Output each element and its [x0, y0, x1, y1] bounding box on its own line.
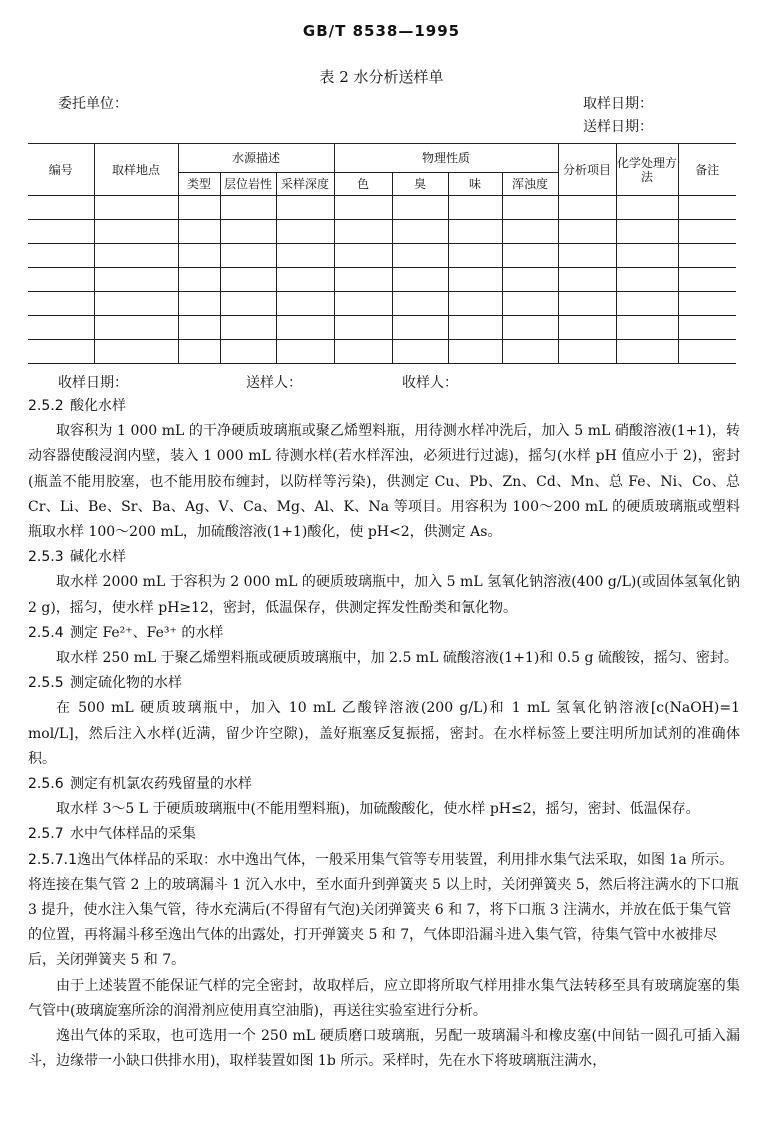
table-cell [334, 220, 392, 244]
section-number: 2.5.3 [28, 549, 64, 566]
table-row [28, 244, 736, 268]
header-analysis: 分析项目 [558, 144, 616, 196]
paragraph: 逸出气体的采取，也可选用一个 250 mL 硬质磨口玻璃瓶，另配一玻璃漏斗和橡皮塞(中间钻一圆孔可插入漏斗，边缘带一小缺口供排水用)，取样装置如图 1b 所示。采样时，先在水下将玻璃瓶注满水， [28, 1028, 740, 1070]
table-cell [220, 196, 276, 220]
table-cell [616, 316, 678, 340]
paragraph: 取容积为 1 000 mL 的干净硬质玻璃瓶或聚乙烯塑料瓶，用待测水样冲洗后，加入 5 mL 硝酸溶液(1+1)，转动容器使酸浸润内壁，装入 1 000 mL 待测水样(若水样浑浊，必须进行过滤)，摇匀(水样 pH 值应小于 2)，密封(瓶盖不能用胶塞，也不能用胶布缠封，以防样等污染)，供测定 Cu、Pb、Zn、Cd、Mn、总 Fe、Ni、Co、总 Cr、Li、Be、Sr、Ba、Ag、V、Ca、Mg、Al、K、Na 等项目。用容积为 100～200 mL 的硬质玻璃瓶或塑料瓶取水样 100～200 mL，加硫酸溶液(1+1)酸化，使 pH<2，供测定 As。 [28, 423, 740, 541]
table-cell [334, 244, 392, 268]
table-cell [220, 340, 276, 364]
section-title: 逸出气体样品的采取：水中逸出气体，一般采用集气管等专用装置，利用排水集气法采取，如图 1a 所示。将连接在集气管 2 上的玻璃漏斗 1 沉入水中，至水面升到弹簧夹 5 以上时，关闭弹簧夹 5，然后将注满水的下口瓶 3 提升，使水注入集气管，待水充满后(不得留有气泡)关闭弹簧夹 6 和 7，将下口瓶 3 注满水，并放在低于集气管的位置，再将漏斗移至逸出气体的出露处，打开弹簧夹 5 和 7，气体即沿漏斗进入集气管，待集气管中水被排尽后，关闭弹簧夹 5 和 7。 [28, 851, 739, 969]
table-cell [448, 316, 502, 340]
table-cell [28, 244, 94, 268]
section-heading [28, 772, 740, 797]
subheader-type: 类型 [178, 173, 220, 196]
table-cell [678, 244, 736, 268]
table-cell [94, 316, 178, 340]
table-cell [276, 316, 334, 340]
table-cell [94, 220, 178, 244]
table-cell [448, 244, 502, 268]
table-cell [558, 316, 616, 340]
paragraph: 在 500 mL 硬质玻璃瓶中，加入 10 mL 乙酸锌溶液(200 g/L)和 1 mL 氢氧化钠溶液[c(NaOH)=1 mol/L]，然后注入水样(近满，留少许空隙)，盖好瓶塞反复振摇，密封。在水样标签上要注明所加试剂的准确体积。 [28, 700, 740, 767]
receiver-label: 收样人： [402, 375, 458, 391]
subheader-lithology: 层位岩性 [220, 173, 276, 196]
table-cell [178, 244, 220, 268]
subheader-taste: 味 [448, 173, 502, 196]
water-analysis-form-table [28, 143, 736, 364]
table-cell [178, 292, 220, 316]
table-cell [558, 268, 616, 292]
client-label: 委托单位： [58, 96, 128, 112]
table-cell [220, 220, 276, 244]
table-cell [178, 220, 220, 244]
table-cell [502, 292, 558, 316]
table-cell [448, 220, 502, 244]
table-cell [334, 316, 392, 340]
section-heading [28, 671, 740, 696]
sender-label: 送样人： [246, 375, 302, 391]
header-remark: 备注 [678, 144, 736, 196]
receive-date-label: 收样日期： [58, 375, 128, 391]
section-heading [28, 394, 740, 419]
table-cell [558, 196, 616, 220]
table-cell [94, 340, 178, 364]
table-row [28, 316, 736, 340]
table-cell [392, 268, 448, 292]
table-cell [678, 316, 736, 340]
section-number: 2.5.4 [28, 624, 64, 641]
table-cell [678, 340, 736, 364]
standard-header: GB/T 8538—1995 [302, 22, 461, 40]
table-cell [502, 316, 558, 340]
table-cell [392, 244, 448, 268]
sampling-date-label: 取样日期： [583, 96, 653, 112]
table-cell [502, 196, 558, 220]
table-cell [28, 340, 94, 364]
table-cell [678, 268, 736, 292]
header-number: 编号 [28, 144, 94, 196]
subheader-turbidity: 浑浊度 [502, 173, 558, 196]
header-location: 取样地点 [94, 144, 178, 196]
table-cell [502, 220, 558, 244]
table-cell [334, 340, 392, 364]
table-cell [334, 196, 392, 220]
section-title: 测定有机氯农药残留量的水样 [70, 776, 252, 793]
table-cell [276, 268, 334, 292]
table-cell [276, 340, 334, 364]
section-number: 2.5.5 [28, 675, 64, 692]
subheader-odor: 臭 [392, 173, 448, 196]
table-cell [94, 244, 178, 268]
table-cell [448, 268, 502, 292]
section-heading [28, 822, 740, 847]
table-cell [334, 268, 392, 292]
table-cell [392, 340, 448, 364]
table-caption: 表 2 水分析送样单 [319, 68, 444, 86]
table-cell [28, 268, 94, 292]
table-cell [276, 196, 334, 220]
section-heading [28, 545, 740, 570]
table-cell [28, 292, 94, 316]
table-cell [220, 316, 276, 340]
paragraph: 取水样 2000 mL 于容积为 2 000 mL 的硬质玻璃瓶中，加入 5 mL 氢氧化钠溶液(400 g/L)(或固体氢氧化钠 2 g)，摇匀，使水样 pH≥12，密封，低温保存，供测定挥发性酚类和氰化物。 [28, 574, 740, 616]
table-cell [616, 268, 678, 292]
header-physical: 物理性质 [334, 144, 558, 173]
paragraph: 由于上述装置不能保证气样的完全密封，故取样后，应立即将所取气样用排水集气法转移至具有玻璃旋塞的集气管中(玻璃旋塞所涂的润滑剂应使用真空油脂)，再送往实验室进行分析。 [28, 977, 740, 1019]
table-cell [678, 196, 736, 220]
table-cell [28, 316, 94, 340]
section-number: 2.5.6 [28, 776, 64, 793]
table-cell [558, 340, 616, 364]
section-title: 水中气体样品的采集 [70, 826, 196, 843]
table-cell [220, 244, 276, 268]
header-treatment: 化学处理方法 [616, 144, 678, 196]
table-cell [94, 268, 178, 292]
table-cell [616, 220, 678, 244]
table-cell [448, 292, 502, 316]
section-title: 酸化水样 [70, 398, 126, 414]
table-row [28, 268, 736, 292]
table-cell [616, 244, 678, 268]
table-cell [28, 220, 94, 244]
table-cell [178, 340, 220, 364]
table-cell [220, 268, 276, 292]
header-water-source: 水源描述 [178, 144, 334, 173]
table-cell [276, 220, 334, 244]
table-cell [94, 196, 178, 220]
table-cell [392, 196, 448, 220]
section-title: 碱化水样 [70, 549, 126, 566]
section-number: 2.5.2 [28, 398, 64, 414]
table-cell [502, 268, 558, 292]
table-cell [678, 292, 736, 316]
table-row [28, 196, 736, 220]
section-title: 测定硫化物的水样 [70, 675, 182, 692]
table-cell [94, 292, 178, 316]
paragraph: 取水样 3～5 L 于硬质玻璃瓶中(不能用塑料瓶)，加硫酸酸化，使水样 pH≤2，摇匀，密封、低温保存。 [56, 801, 700, 818]
table-cell [220, 292, 276, 316]
subheader-depth: 采样深度 [276, 173, 334, 196]
table-cell [392, 220, 448, 244]
section-heading [28, 848, 740, 974]
subheader-color: 色 [334, 173, 392, 196]
table-row [28, 340, 736, 364]
table-cell [178, 316, 220, 340]
table-cell [616, 340, 678, 364]
table-cell [448, 340, 502, 364]
table-cell [28, 196, 94, 220]
table-cell [558, 220, 616, 244]
table-cell [392, 316, 448, 340]
table-cell [448, 196, 502, 220]
table-cell [334, 292, 392, 316]
section-heading [28, 621, 740, 646]
sending-date-label: 送样日期： [583, 119, 653, 135]
table-cell [276, 292, 334, 316]
table-row [28, 292, 736, 316]
document-body [28, 394, 740, 1074]
table-cell [178, 268, 220, 292]
table-cell [502, 340, 558, 364]
table-cell [678, 220, 736, 244]
table-row [28, 220, 736, 244]
section-number: 2.5.7.1 [28, 851, 77, 868]
table-cell [392, 292, 448, 316]
table-cell [502, 244, 558, 268]
table-cell [558, 244, 616, 268]
table-cell [178, 196, 220, 220]
table-cell [558, 292, 616, 316]
section-title: 测定 Fe²⁺、Fe³⁺ 的水样 [70, 624, 224, 641]
table-cell [276, 244, 334, 268]
section-number: 2.5.7 [28, 826, 64, 843]
table-cell [616, 196, 678, 220]
paragraph: 取水样 250 mL 于聚乙烯塑料瓶或硬质玻璃瓶中，加 2.5 mL 硫酸溶液(1+1)和 0.5 g 硫酸铵，摇匀、密封。 [56, 650, 738, 667]
table-cell [616, 292, 678, 316]
